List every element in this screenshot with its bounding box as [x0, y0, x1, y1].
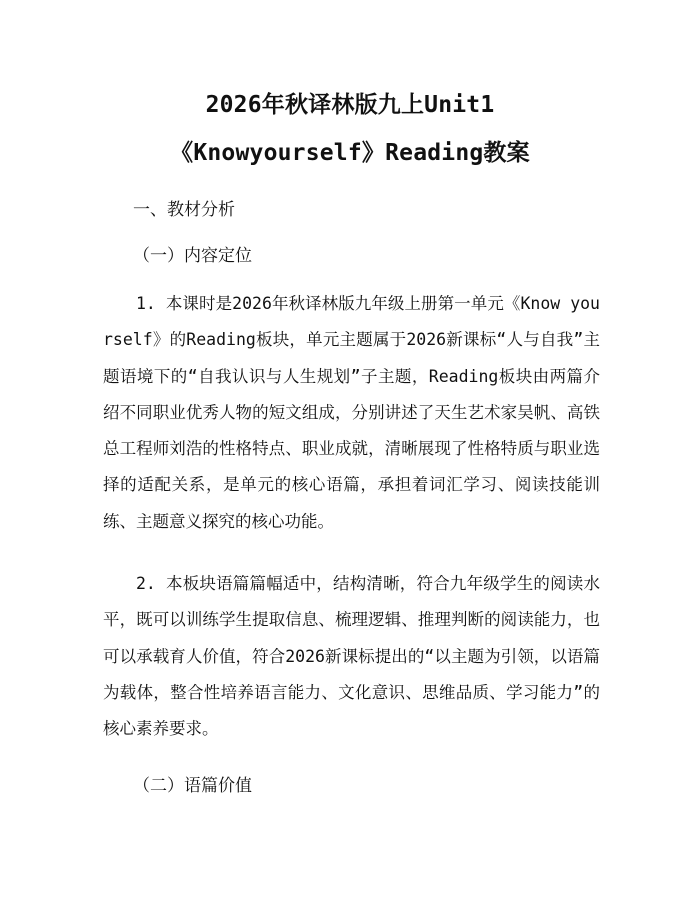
document-title-line-1: 2026年秋译林版九上Unit1 — [205, 92, 495, 118]
paragraph-content-positioning-2: 2. 本板块语篇篇幅适中，结构清晰，符合九年级学生的阅读水平，既可以训练学生提取信息、梳理逻辑、推理判断的阅读能力，也可以承载育人价值，符合2026新课标提出的“以主题为引领，以语篇为载体，整合性培养语言能力、文化意识、思维品质、学习能力”的核心素养要求。 — [103, 574, 600, 739]
section-heading-textbook-analysis: 一、教材分析 — [133, 200, 235, 220]
paragraph-content-positioning-1: 1. 本课时是2026年秋译林版九年级上册第一单元《Know yourself》的Reading板块，单元主题属于2026新课标“人与自我”主题语境下的“自我认识与人生规划”子主题，Reading板块由两篇介绍不同职业优秀人物的短文组成，分别讲述了天生艺术家吴帆、高铁总工程师刘浩的性格特点、职业成就，清晰展现了性格特质与职业选择的适配关系，是单元的核心语篇，承担着词汇学习、阅读技能训练、主题意义探究的核心功能。 — [103, 294, 600, 531]
subsection-heading-text-value: （二）语篇价值 — [133, 776, 252, 796]
document-title-line-2: 《Knowyourself》Reading教案 — [170, 140, 530, 166]
subsection-heading-content-positioning: （一）内容定位 — [133, 246, 252, 266]
